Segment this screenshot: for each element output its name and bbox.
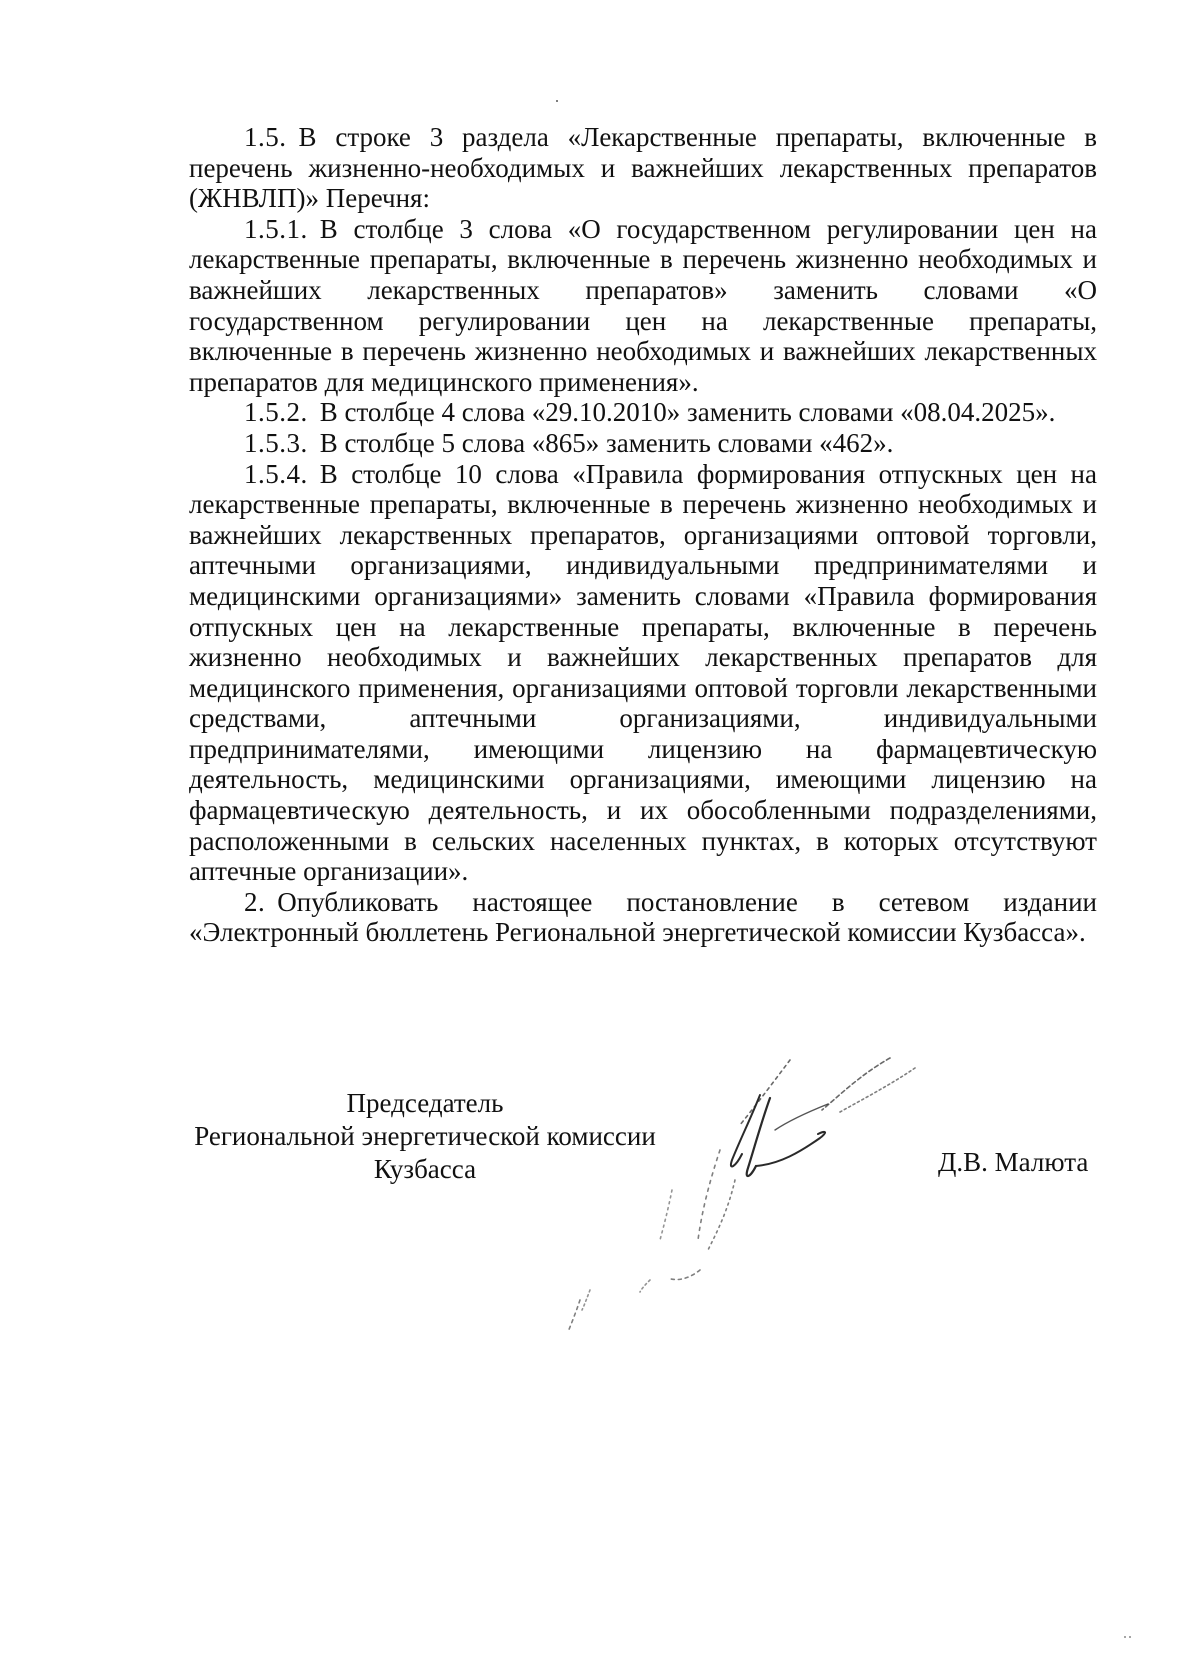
paragraph-text: В столбце 5 слова «865» заменить словами «462». bbox=[319, 427, 894, 458]
paragraph-1-5-2 bbox=[189, 397, 1097, 428]
signatory-name: Д.В. Малюта bbox=[938, 1147, 1089, 1177]
paragraph-number: 2. bbox=[244, 886, 266, 917]
paragraph-1-5-1 bbox=[189, 214, 1097, 398]
scan-artifact bbox=[1122, 1634, 1140, 1640]
paragraph-text: Опубликовать настоящее постановление в сетевом издании «Электронный бюллетень Региональной энергетической комиссии Кузбасса». bbox=[189, 886, 1097, 948]
handwritten-signature bbox=[560, 1040, 1000, 1360]
paragraph-number: 1.5.2. bbox=[244, 397, 308, 428]
paragraph-text: В строке 3 раздела «Лекарственные препараты, включенные в перечень жизненно-необходимых и важнейших лекарственных препаратов (ЖНВЛП)» Перечня: bbox=[189, 122, 1097, 214]
paragraph-number: 1.5.4. bbox=[244, 458, 308, 489]
paragraph-number: 1.5. bbox=[244, 122, 287, 152]
paragraph-text: В столбце 4 слова «29.10.2010» заменить словами «08.04.2025». bbox=[319, 397, 1056, 428]
paragraph-number: 1.5.3. bbox=[244, 427, 308, 458]
paragraph-text: В столбце 3 слова «О государственном регулировании цен на лекарственные препараты, включенные в перечень жизненно необходимых и важнейших лекарственных препаратов» заменить словами «О государственном регулировании цен на лекарственные препараты, включенные в перечень жизненно необходимых и важнейших лекарственных препаратов для медицинского применения». bbox=[189, 213, 1097, 397]
paragraph-1-5-3 bbox=[189, 428, 1097, 459]
paragraph-text: В столбце 10 слова «Правила формирования отпускных цен на лекарственные препараты, включенные в перечень жизненно необходимых и важнейших лекарственных препаратов, организациями оптовой торговли, аптечными организациями, индивидуальными предпринимателями и медицинскими организациями» заменить словами «Правила формирования отпускных цен на лекарственные препараты, включенные в перечень жизненно необходимых и важнейших лекарственных препаратов для медицинского применения, организациями оптовой торговли лекарственными средствами, аптечными организациями, индивидуальными предпринимателями, имеющими лицензию на фармацевтическую деятельность, медицинскими организациями, имеющими лицензию на фармацевтическую деятельность, и их обособленными подразделениями, расположенными в сельских населенных пунктах, в которых отсутствуют аптечные организации». bbox=[189, 458, 1097, 887]
signatory-title-line: Кузбасса bbox=[373, 1154, 477, 1184]
signatory-title-line: Региональной энергетической комиссии bbox=[194, 1121, 656, 1151]
scan-dot bbox=[556, 100, 558, 102]
document-body bbox=[189, 122, 1097, 948]
paragraph-1-5-4 bbox=[189, 459, 1097, 887]
paragraph-2 bbox=[189, 887, 1097, 948]
paragraph-number: 1.5.1. bbox=[244, 213, 308, 244]
paragraph-1-5 bbox=[189, 122, 1097, 214]
signatory-title-line: Председатель bbox=[346, 1088, 504, 1118]
